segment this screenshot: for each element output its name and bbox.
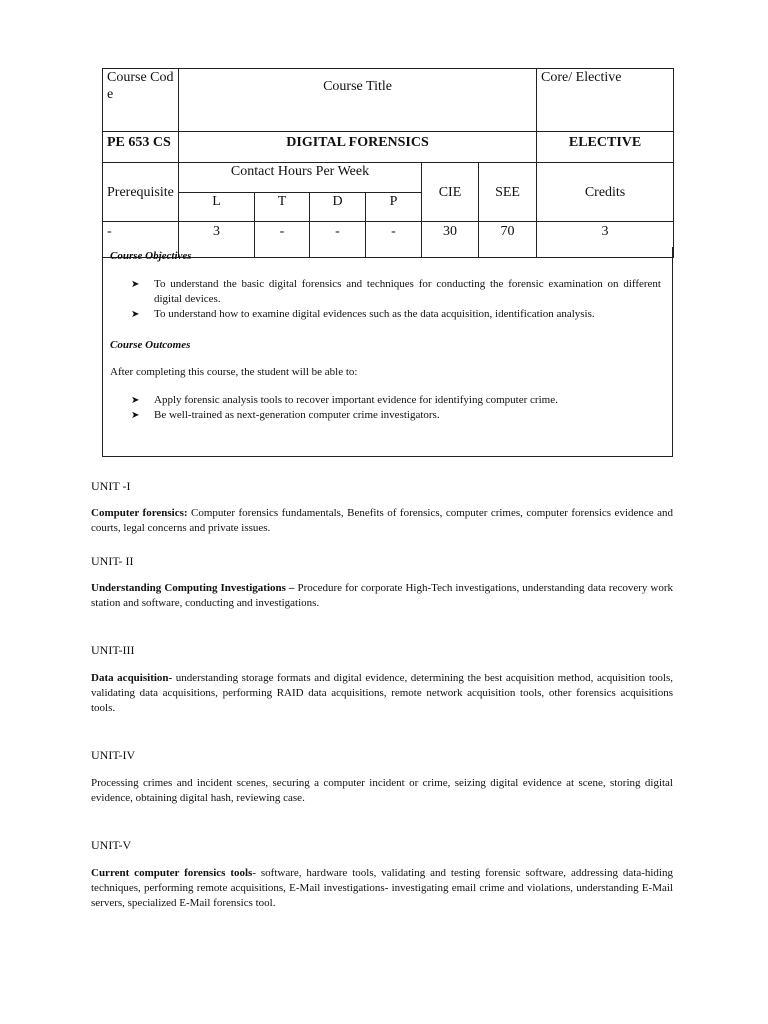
course-objectives-heading: Course Objectives xyxy=(110,250,192,262)
list-item: ➤ Be well-trained as next-generation computer crime investigators. xyxy=(131,409,440,421)
course-code-label: Course Code xyxy=(103,69,179,132)
core-elective-label: Core/ Elective xyxy=(537,69,674,132)
course-code: PE 653 CS xyxy=(103,132,179,163)
unit-5-text: - software, hardware tools, validating and testing forensic software, addressing data-hiding techniques, performing remote acquisitions, E-Mail investigations- investigating email crime and violations, understanding E-Mail servers, specialized E-Mail forensics tool. xyxy=(91,867,673,909)
prerequisite-value: - xyxy=(103,222,179,258)
unit-4-text: Processing crimes and incident scenes, securing a computer incident or crime, seizing digital evidence at scene, storing digital evidence, obtaining digital hash, reviewing case. xyxy=(91,777,673,804)
unit-1-body xyxy=(91,506,673,536)
header-row xyxy=(103,69,674,132)
see-value: 70 xyxy=(479,222,537,258)
unit-5-lead: Current computer forensics tools xyxy=(91,867,253,879)
course-title: DIGITAL FORENSICS xyxy=(179,132,537,163)
practical-label: P xyxy=(366,193,422,222)
unit-4-label: UNIT-IV xyxy=(91,748,136,762)
prerequisite-label: Prerequisite xyxy=(103,163,179,222)
course-row xyxy=(103,132,674,163)
course-title-label: Course Title xyxy=(179,69,537,132)
outcomes-list xyxy=(131,393,661,423)
unit-1-label: UNIT -I xyxy=(91,479,131,493)
unit-2-text: Procedure for corporate High-Tech investigations, understanding data recovery work station and software, conducting and investigations. xyxy=(91,582,674,609)
unit-2-label: UNIT- II xyxy=(91,554,134,568)
objectives-list xyxy=(131,277,661,322)
list-item: ➤ To understand how to examine digital evidences such as the data acquisition, identification analysis. xyxy=(131,308,595,320)
see-label: SEE xyxy=(479,163,537,222)
unit-2-lead: Understanding Computing Investigations – xyxy=(91,582,295,594)
unit-1-text: Computer forensics fundamentals, Benefits of forensics, computer crimes, computer forensics evidence and courts, legal concerns and private issues. xyxy=(91,507,673,534)
tutorial-value: - xyxy=(255,222,310,258)
tutorial-label: T xyxy=(255,193,310,222)
credits-value: 3 xyxy=(537,222,674,258)
practical-value: - xyxy=(366,222,422,258)
unit-3-body xyxy=(91,671,673,716)
contact-hours-row xyxy=(103,163,674,193)
list-item: ➤ To understand the basic digital forensics and techniques for conducting the forensic examination on different digital devices. xyxy=(131,278,661,305)
unit-5-body xyxy=(91,866,673,911)
arrowhead-bullet-icon: ➤ xyxy=(131,395,140,406)
cie-label: CIE xyxy=(422,163,479,222)
contact-hours-label: Contact Hours Per Week xyxy=(179,163,422,193)
drawing-value: - xyxy=(310,222,366,258)
unit-2-body xyxy=(91,581,673,611)
course-outcomes-heading: Course Outcomes xyxy=(110,339,191,351)
drawing-label: D xyxy=(310,193,366,222)
lecture-label: L xyxy=(179,193,255,222)
arrowhead-bullet-icon: ➤ xyxy=(131,279,140,290)
course-info-table xyxy=(102,68,674,258)
unit-1-lead: Computer forensics: xyxy=(91,507,188,519)
unit-3-label: UNIT-III xyxy=(91,643,135,657)
unit-3-text: understanding storage formats and digital evidence, determining the best acquisition method, acquisition tools, validating data acquisitions, performing RAID data acquisitions, remote network acquisition tools, other forensics acquisitions tools. xyxy=(91,672,673,714)
course-type: ELECTIVE xyxy=(537,132,674,163)
unit-3-lead: Data acquisition- xyxy=(91,672,173,684)
list-item: ➤ Apply forensic analysis tools to recover important evidence for identifying computer crime. xyxy=(131,394,558,406)
unit-5-label: UNIT-V xyxy=(91,838,132,852)
credits-label: Credits xyxy=(537,163,674,222)
cie-value: 30 xyxy=(422,222,479,258)
arrowhead-bullet-icon: ➤ xyxy=(131,410,140,421)
unit-4-body xyxy=(91,776,673,806)
objectives-outcomes-box xyxy=(102,247,673,457)
lecture-value: 3 xyxy=(179,222,255,258)
outcomes-intro: After completing this course, the student will be able to: xyxy=(110,366,358,378)
arrowhead-bullet-icon: ➤ xyxy=(131,309,140,320)
